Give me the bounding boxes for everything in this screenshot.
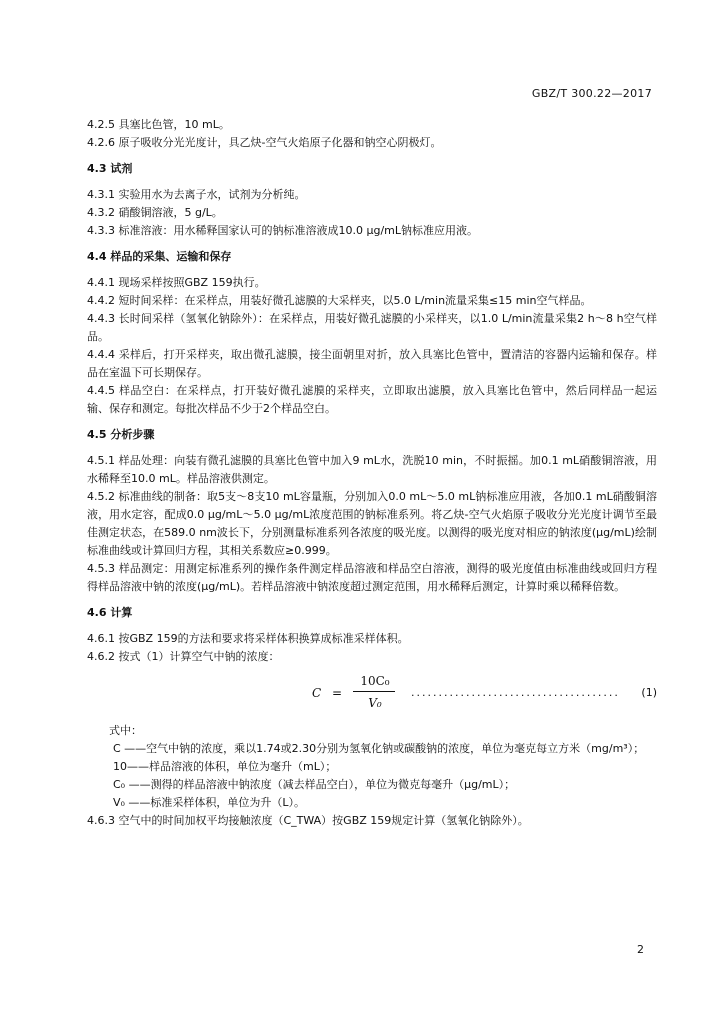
item-4-6-3: 4.6.3 空气中的时间加权平均接触浓度（C_TWA）按GBZ 159规定计算（氢氧化钠除外）。	[87, 814, 529, 827]
item-4-5-2: 4.5.2 标准曲线的制备：取5支～8支10 mL容量瓶，分别加入0.0 mL～5.0 mL钠标准应用液，各加0.1 mL硝酸铜溶液，用水定容，配成0.0 μg/mL～5.0 μg/mL浓度范围的钠标准系列。将乙炔-空气火焰原子吸收分光光度计调节至最佳测定状态，在589.0 nm波长下，分别测量标准系列各浓度的吸光度。以测得的吸光度对相应的钠浓度(μg/mL)绘制标准曲线或计算回归方程，其相关系数应≥0.999。	[87, 490, 657, 557]
item-4-4-1: 4.4.1 现场采样按照GBZ 159执行。	[87, 276, 266, 289]
item-4-5-3: 4.5.3 样品测定：用测定标准系列的操作条件测定样品溶液和样品空白溶液，测得的吸光度值由标准曲线或回归方程得样品溶液中钠的浓度(μg/mL)。若样品溶液中钠浓度超过测定范围，用水稀释后测定，计算时乘以稀释倍数。	[87, 562, 657, 593]
formula-number: (1)	[641, 686, 657, 699]
item-4-2-5: 4.2.5 具塞比色管，10 mL。	[87, 118, 230, 131]
formula-denominator: V₀	[368, 696, 382, 710]
fraction-bar	[353, 691, 395, 692]
formula-leader-dots: ......................................	[411, 686, 620, 699]
item-4-3-2: 4.3.2 硝酸铜溶液，5 g/L。	[87, 206, 223, 219]
item-4-6-1: 4.6.1 按GBZ 159的方法和要求将采样体积换算成标准采样体积。	[87, 632, 409, 645]
heading-4-5: 4.5 分析步骤	[87, 428, 155, 441]
heading-4-6: 4.6 计算	[87, 606, 133, 619]
item-4-6-2: 4.6.2 按式（1）计算空气中钠的浓度：	[87, 650, 280, 663]
formula-lhs: C	[312, 686, 322, 700]
item-4-4-5: 4.4.5 样品空白：在采样点，打开装好微孔滤膜的采样夹，立即取出滤膜，放入具塞比色管中，然后同样品一起运输、保存和测定。每批次样品不少于2个样品空白。	[87, 384, 657, 415]
heading-4-4: 4.4 样品的采集、运输和保存	[87, 250, 232, 263]
item-4-5-1: 4.5.1 样品处理：向装有微孔滤膜的具塞比色管中加入9 mL水，洗脱10 min，不时振摇。加0.1 mL硝酸铜溶液，用水稀释至10.0 mL。样品溶液供测定。	[87, 454, 657, 485]
document-body	[87, 116, 657, 830]
formula-numerator: 10C₀	[360, 674, 390, 688]
item-4-4-3: 4.4.3 长时间采样（氢氧化钠除外）：在采样点，用装好微孔滤膜的小采样夹，以1.0 L/min流量采集2 h～8 h空气样品。	[87, 312, 657, 343]
item-4-4-4: 4.4.4 采样后，打开采样夹，取出微孔滤膜，接尘面朝里对折，放入具塞比色管中，置清洁的容器内运输和保存。样品在室温下可长期保存。	[87, 348, 657, 379]
where-item-10: 10——样品溶液的体积，单位为毫升（mL）；	[113, 760, 337, 773]
heading-4-3: 4.3 试剂	[87, 162, 133, 175]
item-4-3-3: 4.3.3 标准溶液：用水稀释国家认可的钠标准溶液成10.0 μg/mL钠标准应用液。	[87, 224, 479, 237]
item-4-2-6: 4.2.6 原子吸收分光光度计，具乙炔-空气火焰原子化器和钠空心阴极灯。	[87, 136, 442, 149]
item-4-4-2: 4.4.2 短时间采样：在采样点，用装好微孔滤膜的大采样夹，以5.0 L/min流量采集≤15 min空气样品。	[87, 294, 592, 307]
page-number: 2	[637, 943, 644, 956]
where-label: 式中：	[109, 724, 142, 737]
where-item-c: C ——空气中钠的浓度，乘以1.74或2.30分别为氢氧化钠或碳酸钠的浓度，单位为毫克每立方米（mg/m³）；	[113, 742, 645, 755]
where-item-v0: V₀ ——标准采样体积，单位为升（L）。	[113, 796, 306, 809]
item-4-3-1: 4.3.1 实验用水为去离子水，试剂为分析纯。	[87, 188, 306, 201]
formula-equals: =	[332, 686, 343, 700]
standard-code: GBZ/T 300.22—2017	[531, 87, 652, 100]
formula-1	[87, 672, 657, 718]
where-item-c0: C₀ ——测得的样品溶液中钠浓度（减去样品空白），单位为微克每毫升（μg/mL）；	[113, 778, 516, 791]
